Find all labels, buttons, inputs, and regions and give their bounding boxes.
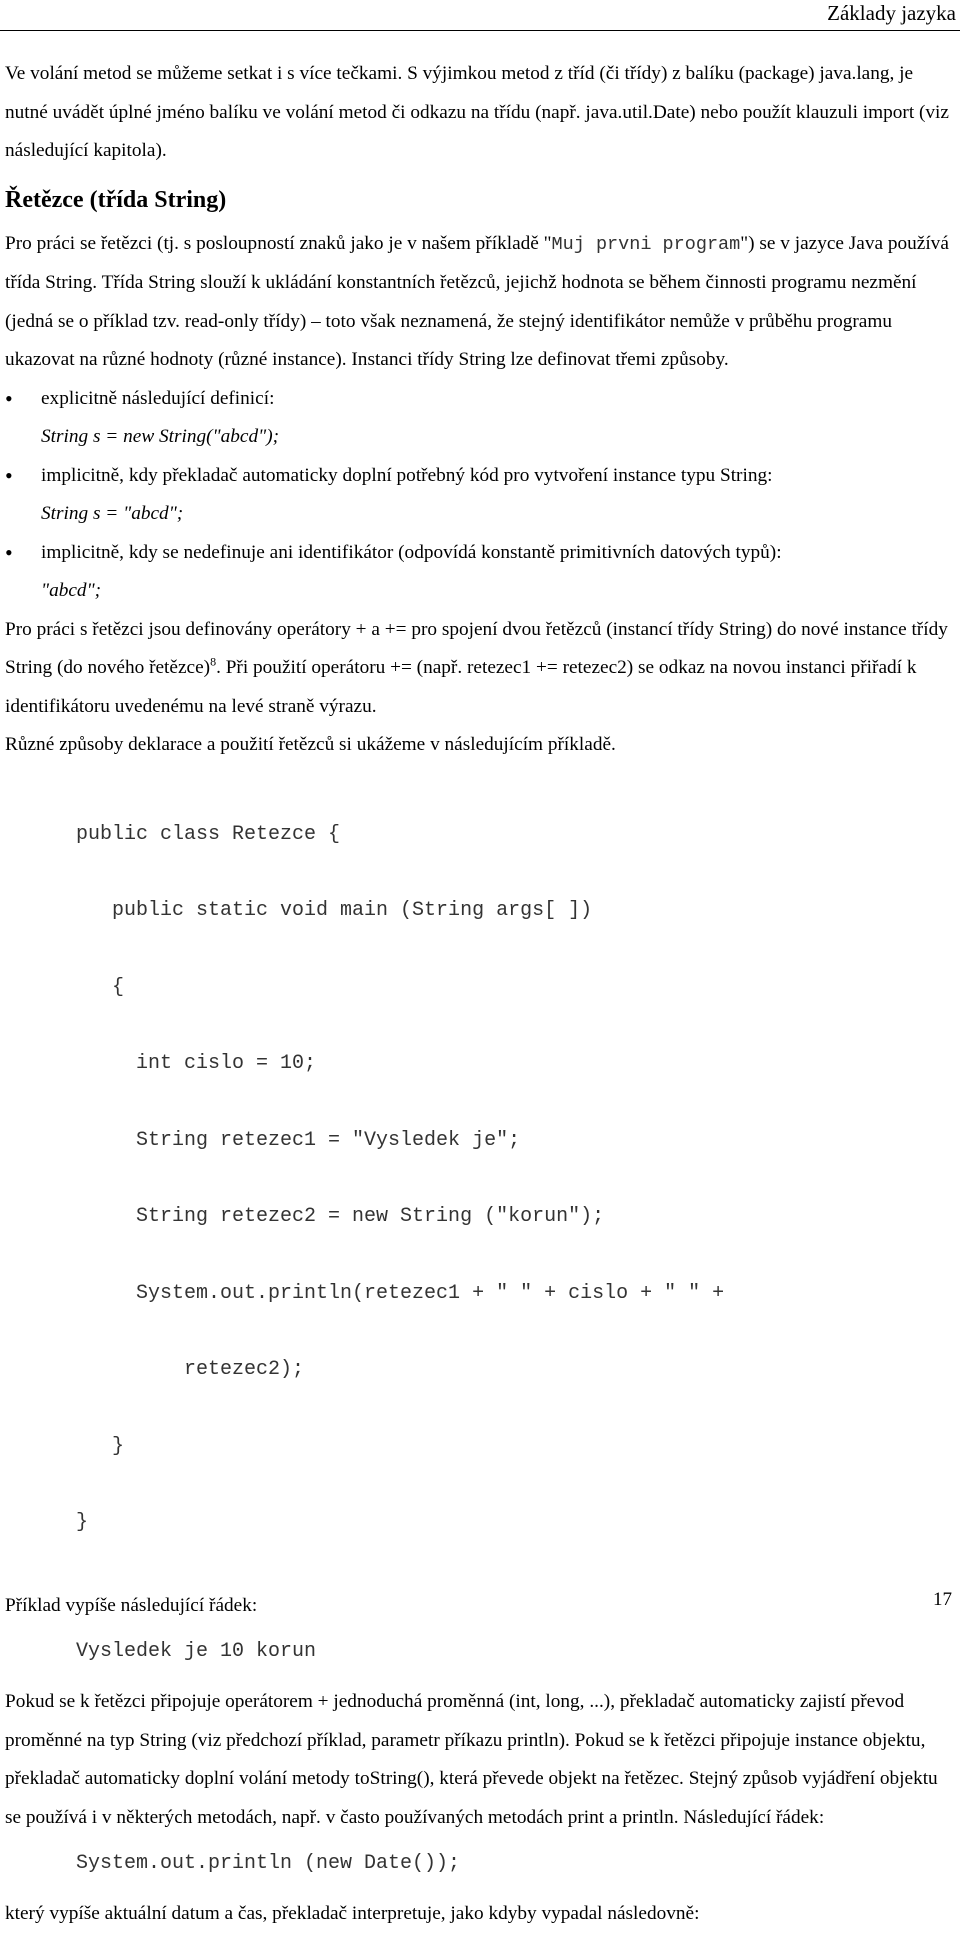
page-header bbox=[0, 0, 960, 31]
conversion-paragraph: Pokud se k řetězci připojuje operátorem + jednoduchá proměnná (int, long, ...), překladač automaticky zajistí převod proměnné na typ String (viz předchozí příklad, parametr příkazu println). Pokud se k řetězci připojuje instance objektu, překladač automaticky doplní volání metody toString(), která převede objekt na řetězec. Stejný způsob vyjádření objektu se používá i v některých metodách, např. v často používaných metodách print a println. Následující řádek: bbox=[5, 1691, 938, 1828]
code-line: { bbox=[76, 975, 125, 999]
bullet-item bbox=[5, 380, 950, 457]
bullet-example: String s = new String("abcd"); bbox=[41, 426, 280, 447]
section-heading: Řetězce (třída String) bbox=[5, 186, 227, 213]
footnote-marker: 8 bbox=[210, 654, 217, 669]
bullet-example: "abcd"; bbox=[41, 580, 102, 601]
page-number: 17 bbox=[933, 1589, 952, 1610]
code-line: public static void main (String args[ ]) bbox=[76, 899, 593, 922]
bullet-item bbox=[5, 457, 950, 534]
p2-before: Pro práci s řetězci jsou definovány operátory + a += pro spojení dvou řetězců (instancí třídy String) do nové instance třídy String (do nového řetězce) bbox=[5, 618, 948, 678]
header-title: Základy jazyka bbox=[827, 1, 956, 25]
intro-paragraph: Ve volání metod se můžeme setkat i s více tečkami. S výjimkou metod z tříd (či třídy) z balíku (package) java.lang, je nutné uvádět úplné jméno balíku ve volání metod či odkazu na třídu (např. java.util.Date) nebo použít klauzuli import (viz následující kapitola). bbox=[5, 63, 949, 161]
code-line: System.out.println(retezec1 + " " + cislo + " " + bbox=[76, 1281, 725, 1305]
p1-after: ") se v jazyce Java používá třída String. Třída String slouží k ukládání konstantních řetězců, jejichž hodnota se během činnosti programu nezmění (jedná se o příklad tzv. read-only třídy) – toto však neznamená, že stejný identifikátor nemůže v průběhu programu ukazovat na různé hodnoty (různé instance). Instanci třídy String lze definovat třemi způsoby. bbox=[5, 232, 949, 370]
code-line: public class Retezce { bbox=[76, 822, 341, 846]
code-example-date: System.out.println (new Date()); bbox=[76, 1852, 461, 1875]
code-block bbox=[76, 771, 950, 1587]
p2-after: . Při použití operátoru += (např. retezec1 += retezec2) se odkaz na novou instanci přiřadí k identifikátoru uvedenému na levé straně výrazu. bbox=[5, 657, 917, 717]
code-line: String retezec1 = "Vysledek je"; bbox=[76, 1128, 521, 1152]
operators-paragraph bbox=[5, 611, 950, 727]
p1-before: Pro práci se řetězci (tj. s posloupností znaků jako je v našem příkladě " bbox=[5, 232, 552, 254]
code-line: } bbox=[76, 1434, 125, 1458]
bullet-text: • implicitně, kdy se nedefinuje ani identifikátor (odpovídá konstantě primitivních datových typů): bbox=[41, 541, 782, 563]
code-line: int cislo = 10; bbox=[76, 1052, 317, 1075]
bullet-example: String s = "abcd"; bbox=[41, 503, 184, 524]
code-line: String retezec2 = new String ("korun"); bbox=[76, 1205, 605, 1228]
string-intro-paragraph bbox=[5, 225, 950, 380]
page-content bbox=[5, 55, 950, 1934]
bullet-text: • implicitně, kdy překladač automaticky doplní potřebný kód pro vytvoření instance typu String: bbox=[41, 464, 773, 486]
program-output: Vysledek je 10 korun bbox=[76, 1640, 317, 1663]
bullet-text: • explicitně následující definicí: bbox=[41, 387, 275, 409]
output-intro-paragraph: Příklad vypíše následující řádek: bbox=[5, 1594, 258, 1616]
example-intro-paragraph: Různé způsoby deklarace a použití řetězců si ukážeme v následujícím příkladě. bbox=[5, 734, 616, 755]
closing-paragraph: který vypíše aktuální datum a čas, překladač interpretuje, jako kdyby vypadal následovně: bbox=[5, 1903, 700, 1924]
inline-code-example: Muj prvni program bbox=[551, 233, 741, 255]
code-line: retezec2); bbox=[76, 1358, 305, 1381]
code-line: } bbox=[76, 1511, 89, 1534]
bullet-item bbox=[5, 534, 950, 611]
